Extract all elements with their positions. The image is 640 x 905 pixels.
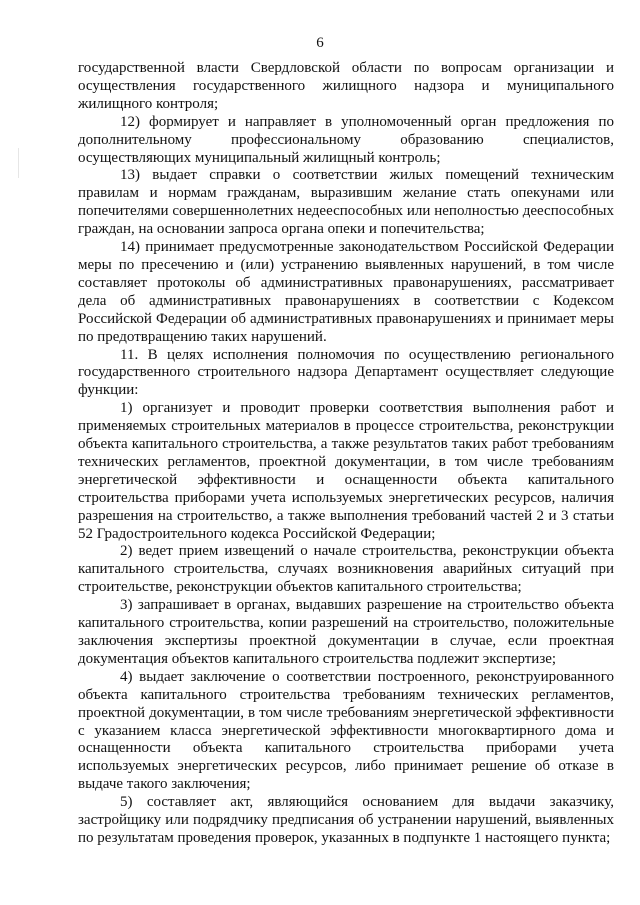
paragraph-item-14: 14) принимает предусмотренные законодательством Российской Федерации меры по пресечению и (или) устранению выявленных нарушений, в том числе составляет протоколы об административных правонарушениях, рассматривает дела об административных правонарушениях в соответствии с Кодексом Российской Федерации об административных правонарушениях и принимает меры по предотвращению таких нарушений. xyxy=(78,239,614,345)
paragraph-item-3: 3) запрашивает в органах, выдавших разрешение на строительство объекта капитального строительства, копии разрешений на строительство, положительные заключения экспертизы проектной документации в случае, если проектная документация объектов капитального строительства подлежит экспертизе; xyxy=(78,597,614,667)
margin-mark xyxy=(18,148,19,178)
paragraph-continuation: государственной власти Свердловской области по вопросам организации и осуществления государственного жилищного надзора и муниципального жилищного контроля; xyxy=(78,60,614,112)
paragraph-item-5: 5) составляет акт, являющийся основанием для выдачи заказчику, застройщику или подрядчику предписания об устранении нарушений, выявленных по результатам проведения проверок, указанных в подпункте 1 настоящего пункта; xyxy=(78,794,614,846)
page-number: 6 xyxy=(316,35,324,51)
paragraph-item-12: 12) формирует и направляет в уполномоченный орган предложения по дополнительному профессиональному образованию специалистов, осуществляющих муниципальный жилищный контроль; xyxy=(78,113,614,166)
paragraph-section-11: 11. В целях исполнения полномочия по осуществлению регионального государственного строительного надзора Департамент осуществляет следующие функции: xyxy=(78,346,614,399)
paragraph-item-13: 13) выдает справки о соответствии жилых помещений техническим правилам и нормам гражданам, выразившим желание стать опекунами или попечителями совершеннолетних недееспособных или неполностью дееспособных граждан, на основании запроса органа опеки и попечительства; xyxy=(78,167,614,238)
document-body xyxy=(78,60,614,848)
paragraph-item-1: 1) организует и проводит проверки соответствия выполнения работ и применяемых строительных материалов в процессе строительства, реконструкции объекта капитального строительства, а также результатов таких работ требованиям технических регламентов, проектной документации, в том числе требованиям энергетической эффективности и оснащенности объекта капитального строительства приборами учета используемых энергетических ресурсов, наличия разрешения на строительство, а также выполнения требований частей 2 и 3 статьи 52 Градостроительного кодекса Российской Федерации; xyxy=(78,400,614,542)
paragraph-item-2: 2) ведет прием извещений о начале строительства, реконструкции объекта капитального строительства, случаях возникновения аварийных ситуаций при строительстве, реконструкции объектов капитального строительства; xyxy=(78,543,614,596)
paragraph-item-4: 4) выдает заключение о соответствии построенного, реконструированного объекта капитального строительства требованиям технических регламентов, проектной документации, в том числе требованиям энергетической эффективности с указанием класса энергетической эффективности многоквартирного дома и оснащенности объекта капитального строительства приборами учета используемых энергетических ресурсов, либо принимает решение об отказе в выдаче такого заключения; xyxy=(78,668,614,793)
